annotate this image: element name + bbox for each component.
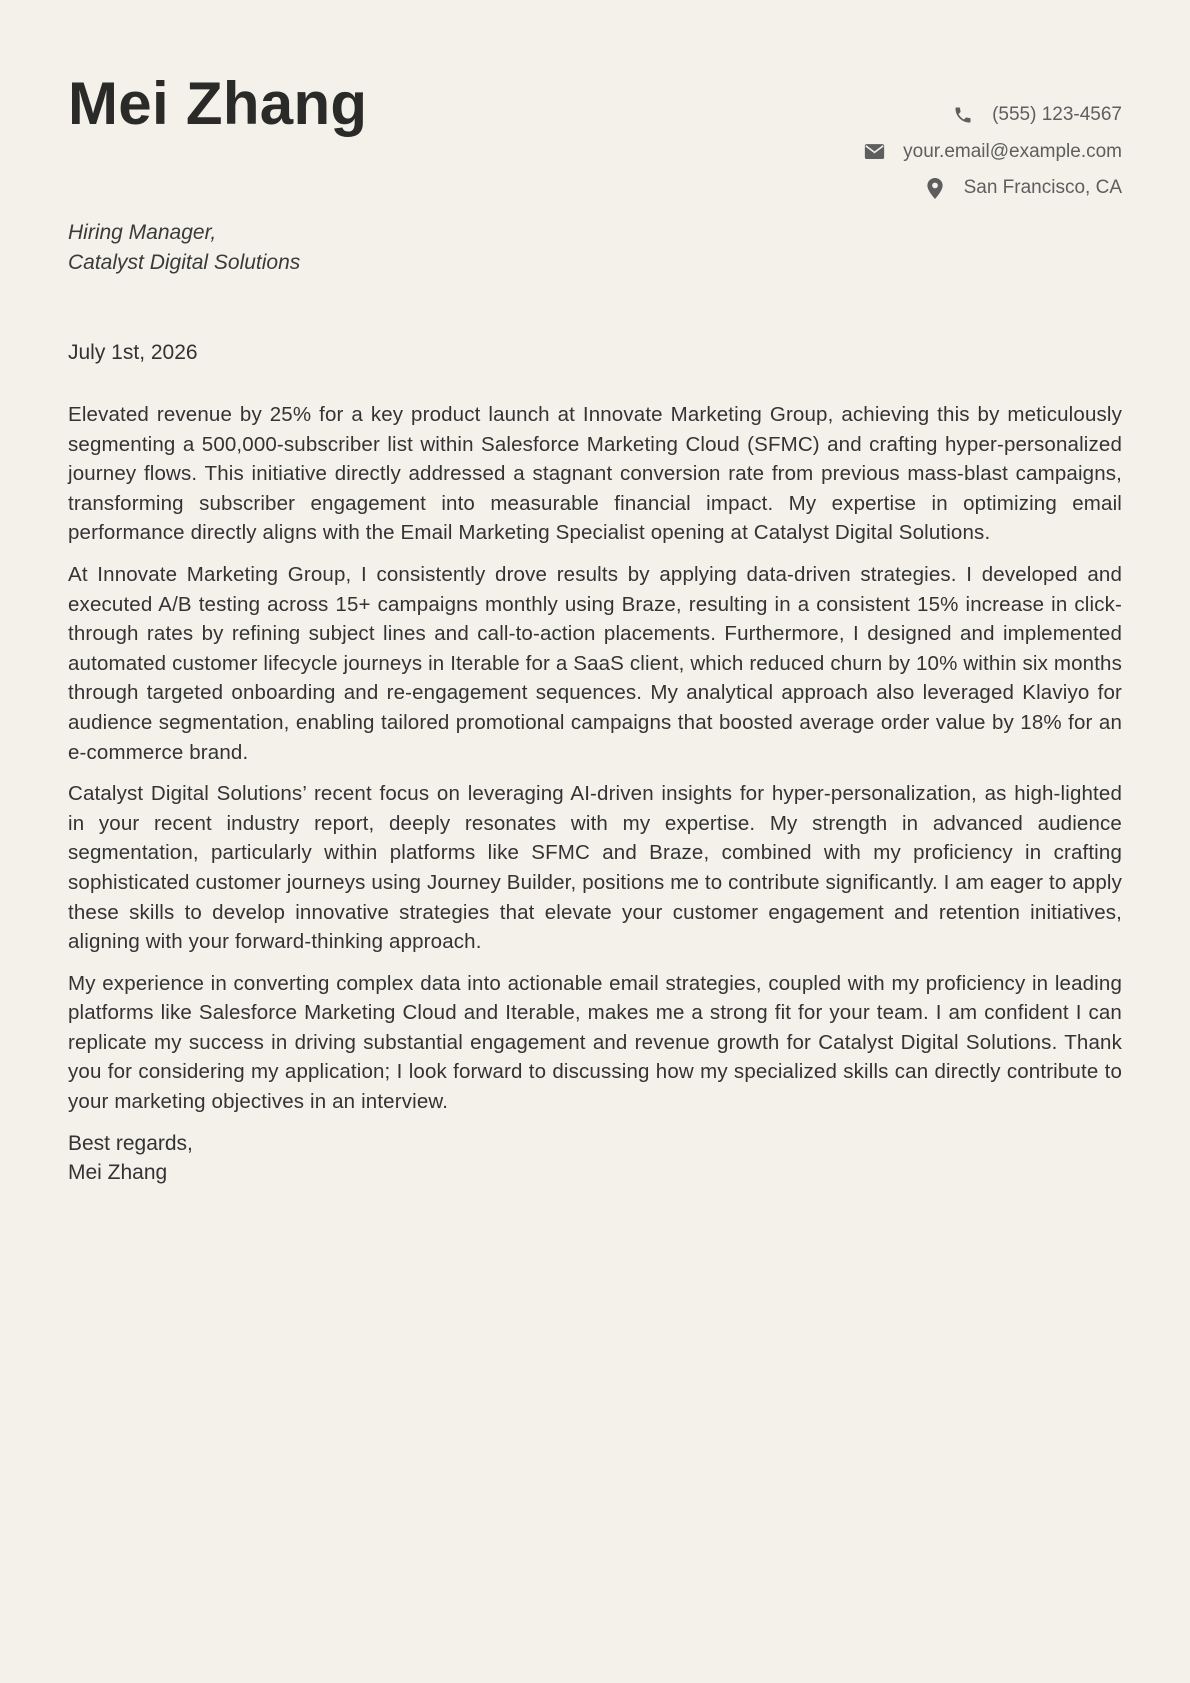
- contact-list: [863, 97, 1122, 207]
- signoff-closing: Best regards,: [68, 1131, 193, 1155]
- body-paragraph: At Innovate Marketing Group, I consistently drove results by applying data-driven strategies. I developed and executed A/B testing across 15+ campaigns monthly using Braze, resulting in a consistent 15% increase in click-through rates by refining subject lines and call-to-action placements. Furthermore, I designed and implemented automated customer lifecycle journeys in Iterable for a SaaS client, which reduced churn by 10% within six months through targeted onboarding and re-engagement sequences. My analytical approach also leveraged Klaviyo for audience segmentation, enabling tailored promotional campaigns that boosted average order value by 18% for an e-commerce brand.: [68, 562, 1122, 764]
- contact-email: [863, 134, 1122, 171]
- signoff-block: [68, 1129, 1122, 1188]
- sender-name: Mei Zhang: [68, 70, 368, 137]
- signoff-name: Mei Zhang: [68, 1161, 168, 1185]
- recipient-block: [68, 218, 1122, 278]
- body-paragraph: My experience in converting complex data into actionable email strategies, coupled with my proficiency in leading platforms like Salesforce Marketing Cloud and Iterable, makes me a strong fit for your team. I am confident I can replicate my success in driving substantial engagement and revenue growth for Catalyst Digital Solutions. Thank you for considering my application; I look forward to discussing how my specialized skills can directly contribute to your marketing objectives in an interview.: [68, 971, 1122, 1114]
- contact-location: [863, 170, 1122, 207]
- recipient-company: Catalyst Digital Solutions: [68, 251, 301, 274]
- envelope-icon: [863, 141, 885, 163]
- letter-body: [68, 400, 1122, 1117]
- contact-email-text: your.email@example.com: [903, 140, 1122, 162]
- location-pin-icon: [924, 177, 946, 199]
- contact-phone: [863, 97, 1122, 134]
- body-paragraph: Catalyst Digital Solutions’ recent focus on leveraging AI-driven insights for hyper-personalization, as high-lighted in your recent industry report, deeply resonates with my expertise. My strength in advanced audience segmentation, particularly within platforms like SFMC and Braze, combined with my proficiency in crafting sophisticated customer journeys using Journey Builder, positions me to contribute significantly. I am eager to apply these skills to develop innovative strategies that elevate your customer engagement and retention initiatives, aligning with your forward-thinking approach.: [68, 782, 1122, 954]
- phone-icon: [952, 104, 974, 126]
- body-paragraph: Elevated revenue by 25% for a key product launch at Innovate Marketing Group, achieving this by meticulously segmenting a 500,000-subscriber list within Salesforce Marketing Cloud (SFMC) and crafting hyper-personalized journey flows. This initiative directly addressed a stagnant conversion rate from previous mass-blast campaigns, transforming subscriber engagement into measurable financial impact. My expertise in optimizing email performance directly aligns with the Email Marketing Specialist opening at Catalyst Digital Solutions.: [68, 403, 1122, 545]
- contact-phone-text: (555) 123-4567: [992, 104, 1122, 126]
- contact-location-text: San Francisco, CA: [963, 177, 1122, 199]
- letter-date: July 1st, 2026: [68, 341, 198, 364]
- letter-header: [68, 0, 1122, 199]
- recipient-title: Hiring Manager,: [68, 221, 217, 244]
